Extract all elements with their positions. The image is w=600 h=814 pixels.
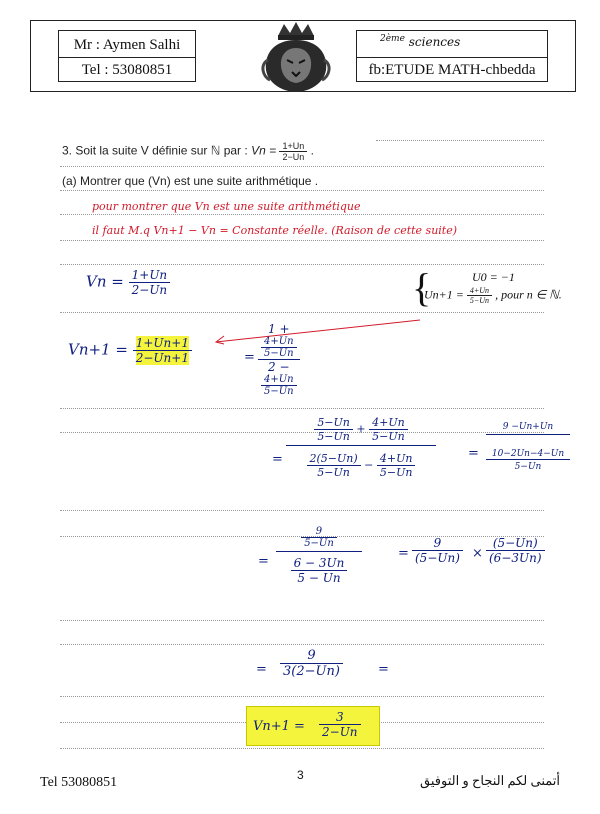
step1-inner-top-den: 5−Un xyxy=(264,348,294,359)
facebook-page: fb:ETUDE MATH-chbedda xyxy=(368,62,536,78)
vn-expression xyxy=(86,268,170,297)
vn-definition-lhs: Vn = xyxy=(251,143,277,158)
vn-definition-num: 1+Un xyxy=(279,141,307,152)
step2-right-num-text: 9 −Un+Un xyxy=(502,422,554,432)
step2-t1 xyxy=(314,416,353,443)
ruled-line xyxy=(60,408,544,409)
step4-frac xyxy=(280,648,343,679)
red-note-line2: il faut M.q Vn+1 − Vn = Constante réelle. (Raison de cette suite) xyxy=(92,224,458,237)
step2-t2 xyxy=(369,416,408,443)
un1-den: 5−Un xyxy=(469,296,490,305)
step3-left-bottom xyxy=(276,552,362,585)
step3-mid-den: (5−Un) xyxy=(415,551,460,565)
vn1-lhs: Vn+1 = xyxy=(68,340,128,359)
step1-den xyxy=(258,360,300,397)
vn-definition-fraction xyxy=(279,141,307,162)
ruled-line xyxy=(60,510,544,511)
step2-left-top: $\frac{5-Un}{5-Un}$ + $\frac{4+Un}{5-Un}$ xyxy=(286,416,436,446)
author-box-divider xyxy=(59,57,195,58)
ruled-line xyxy=(60,644,544,645)
step1-inner-bottom-num: 4+Un xyxy=(261,374,297,386)
class-level-ordinal: 2ème xyxy=(380,34,405,44)
ruled-line xyxy=(376,140,544,141)
step4-num: 9 xyxy=(280,648,343,664)
step2-t1-den: 5−Un xyxy=(317,430,350,443)
step2-t1-num: 5−Un xyxy=(314,416,353,430)
system-brace: { xyxy=(412,265,432,310)
step2-left xyxy=(286,416,436,479)
footer-wish: أتمنى لكم النجاح و التوفيق xyxy=(420,773,561,788)
step2-right-den1 xyxy=(486,435,570,460)
step2-b1 xyxy=(307,452,361,479)
step2-b2-num: 4+Un xyxy=(377,452,416,466)
ruled-line xyxy=(60,696,544,697)
ruled-line xyxy=(60,166,544,167)
ruled-line xyxy=(60,190,544,191)
step1-fraction xyxy=(258,322,300,397)
ruled-line xyxy=(60,264,544,265)
step3-left-top xyxy=(276,526,362,552)
vn-num: 1+Un xyxy=(129,268,171,283)
result-den: 2−Un xyxy=(322,725,358,739)
author-box xyxy=(58,30,196,82)
ruled-line xyxy=(60,312,544,313)
vn-definition-den: 2−Un xyxy=(282,152,305,162)
step3-bot-frac xyxy=(291,556,348,585)
red-note-line1: pour montrer que Vn est une suite arithmétique xyxy=(92,200,361,213)
author-phone: Tel : 53080851 xyxy=(81,62,173,78)
step2-right-den1-text: 10−2Un−4−Un xyxy=(491,449,565,459)
vn1-num-text: 1+Un+1 xyxy=(135,336,189,350)
step3-bot-den: 5 − Un xyxy=(297,571,341,585)
ruled-line xyxy=(60,214,544,215)
step2-b1-num: 2(5−Un) xyxy=(307,452,361,466)
step2-right-den2-text: 5−Un xyxy=(514,462,542,472)
question-number: 3. xyxy=(62,143,73,158)
step3-right-den: (6−3Un) xyxy=(489,551,542,565)
step3-mid-frac xyxy=(412,536,463,565)
u0-value: U0 = −1 xyxy=(472,270,515,284)
question-statement: 3. Soit la suite V définie sur ℕ par : Vn = $\frac{1+Un}{2-Un}$ . xyxy=(62,141,314,162)
result-frac xyxy=(319,710,361,739)
step1-inner-top xyxy=(261,336,297,359)
class-level-name: sciences xyxy=(408,35,461,49)
author-name: Mr : Aymen Salhi xyxy=(73,37,181,53)
class-level xyxy=(380,34,460,49)
step3-right-num: (5−Un) xyxy=(486,536,545,551)
step1-inner-top-num: 4+Un xyxy=(261,336,297,348)
vn1-expression xyxy=(68,336,192,365)
step3-bot-num: 6 − 3Un xyxy=(291,556,348,571)
lion-logo xyxy=(256,20,336,94)
un1-lhs: Un+1 = xyxy=(424,287,464,302)
result-num: 3 xyxy=(319,710,361,725)
vn-fraction xyxy=(129,268,171,297)
step2-t2-den: 5−Un xyxy=(372,430,405,443)
step2-left-bottom: $\frac{2(5-Un)}{5-Un}$ − $\frac{4+Un}{5-Un}$ xyxy=(286,446,436,479)
step3-top-frac xyxy=(301,526,337,549)
vn-lhs: Vn = xyxy=(86,272,124,291)
step1-num xyxy=(258,322,300,360)
vn1-den xyxy=(133,351,192,365)
page-number: 3 xyxy=(297,768,304,782)
step1-inner-bottom xyxy=(261,374,297,397)
ruled-line xyxy=(60,620,544,621)
step2-right xyxy=(486,420,570,472)
step2-b2 xyxy=(377,452,416,479)
step1-one-plus: 1 + xyxy=(268,322,290,336)
step3-right-frac xyxy=(486,536,545,565)
ruled-line xyxy=(60,748,544,749)
step2-right-den2 xyxy=(486,460,570,472)
vn1-num xyxy=(133,336,192,351)
result-box xyxy=(246,706,380,746)
vn1-den-text: 2−Un+1 xyxy=(135,351,189,365)
un1-condition: , pour n ∈ ℕ. xyxy=(495,287,562,302)
un1-num: 4+Un xyxy=(467,286,492,296)
un1-fraction xyxy=(467,286,492,305)
question-intro: Soit la suite V définie sur ℕ par : xyxy=(75,143,248,158)
step3-mid-num: 9 xyxy=(412,536,463,551)
step4-den: 3(2−Un) xyxy=(283,664,340,679)
step3-top-num: 9 xyxy=(301,526,337,538)
result-lhs: Vn+1 = xyxy=(253,719,305,734)
vn1-fraction xyxy=(133,336,192,365)
step1-two-minus: 2 − xyxy=(268,360,290,374)
step2-b1-den: 5−Un xyxy=(317,466,350,479)
step3-top-den: 5−Un xyxy=(304,538,334,549)
footer-phone: Tel 53080851 xyxy=(40,775,118,790)
step1-inner-bottom-den: 5−Un xyxy=(264,386,294,397)
red-arrow xyxy=(210,318,430,348)
step2-b2-den: 5−Un xyxy=(379,466,413,479)
ruled-line xyxy=(60,240,544,241)
un1-recurrence xyxy=(424,286,562,305)
step3-left xyxy=(276,526,362,585)
step2-t2-num: 4+Un xyxy=(369,416,408,430)
vn-den: 2−Un xyxy=(131,283,168,297)
class-box-divider xyxy=(357,57,547,58)
question-part-a: (a) Montrer que (Vn) est une suite arithmétique . xyxy=(62,174,319,188)
step2-right-num xyxy=(486,420,570,435)
